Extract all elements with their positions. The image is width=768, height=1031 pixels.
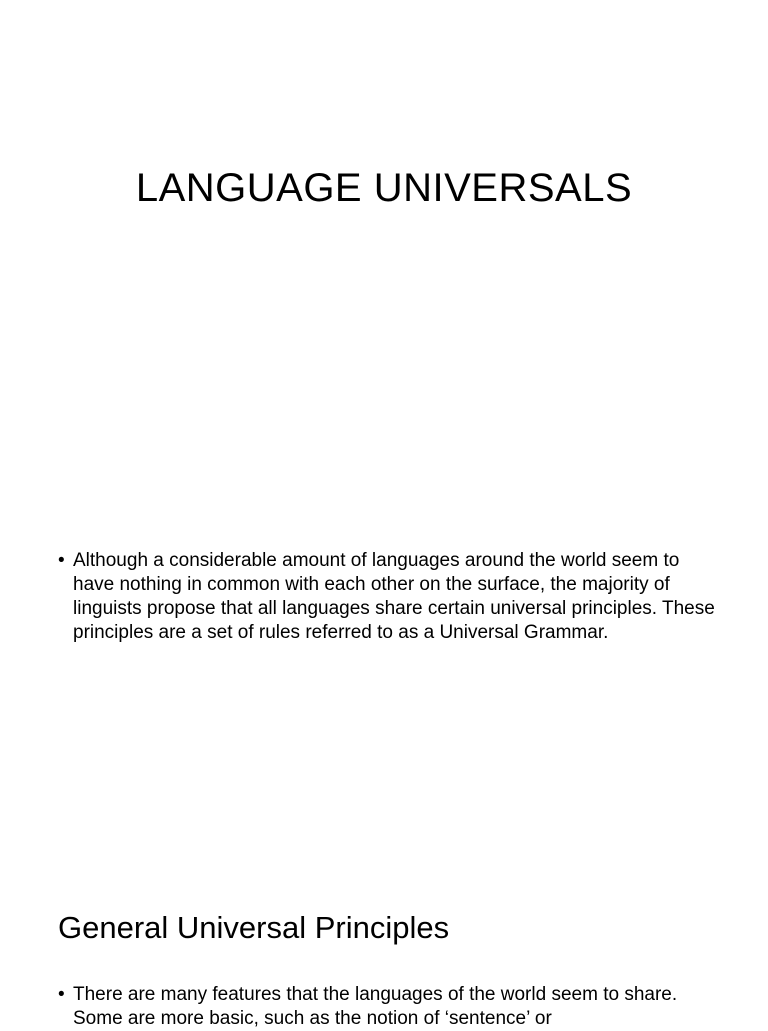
- bullet-text: There are many features that the languages of the world seem to share. Some are more basic, such as the notion of ‘sentence’ or: [73, 984, 678, 1029]
- bullet-list: [58, 549, 718, 645]
- bullet-item: [58, 549, 718, 645]
- bullet-text: Although a considerable amount of languages around the world seem to have nothing in common with each other on the surface, the majority of linguists propose that all languages share certain universal principles. These principles are a set of rules referred to as a Universal Grammar.: [73, 550, 715, 643]
- slide-heading: General Universal Principles: [58, 910, 450, 945]
- title-slide: [0, 0, 768, 432]
- content-slide: [0, 432, 768, 864]
- bullet-icon: •: [58, 984, 65, 1005]
- slide-title: LANGUAGE UNIVERSALS: [135, 166, 633, 210]
- bullet-icon: •: [58, 550, 65, 571]
- principles-slide: [0, 864, 768, 1029]
